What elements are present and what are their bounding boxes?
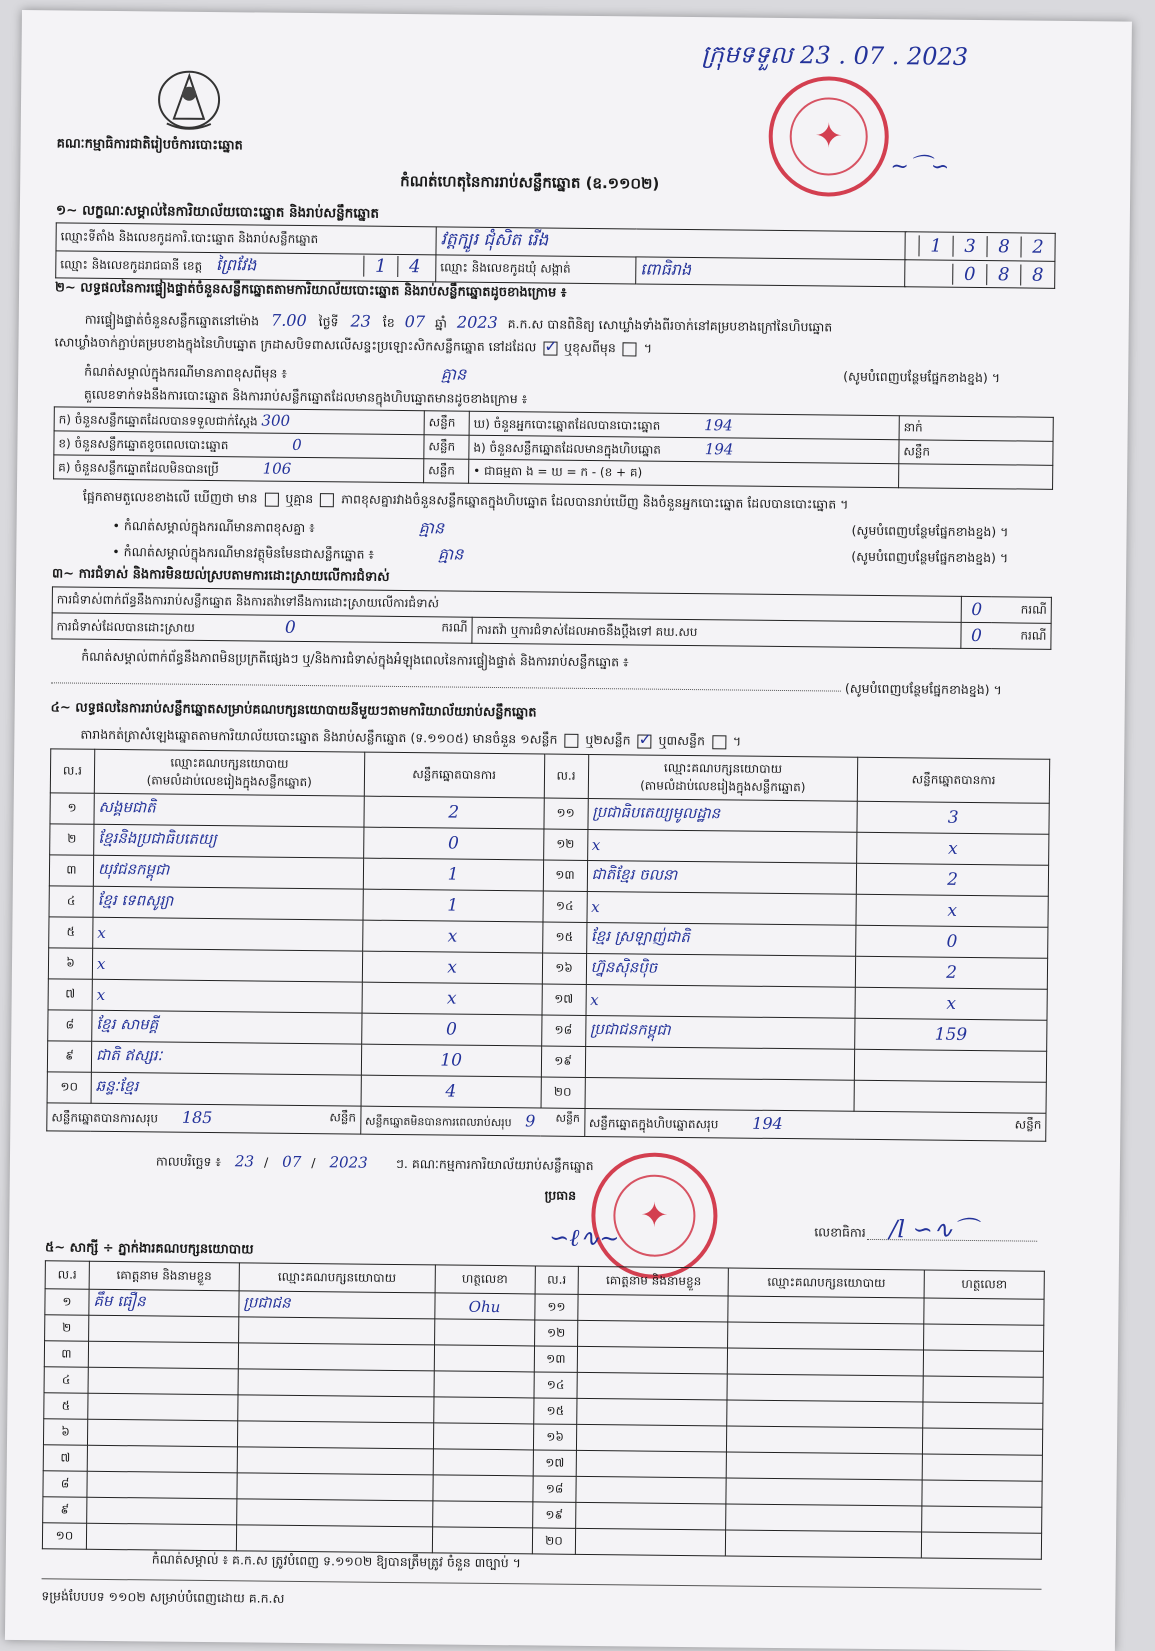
footer-form-note: ទម្រង់បែបបទ ១១០២ សម្រាប់បំពេញដោយ គ.ក.ស [41, 1588, 285, 1606]
witness-party [236, 1499, 432, 1527]
diff-note-line: • កំណត់សម្គាល់ក្នុងករណីមានភាពខុសគ្នា ៖ គ្មាន [112, 517, 445, 538]
total-invalid: 9 [525, 1111, 536, 1131]
witness-signature [433, 1449, 533, 1476]
witness-name [89, 1315, 239, 1343]
party-number: ១៦ [542, 953, 586, 984]
party-name: យុវជនកម្ពុជា [93, 855, 363, 889]
party-name: ឆន្ទៈខ្មែរ [91, 1072, 361, 1106]
witness-signature [434, 1319, 534, 1346]
witness-name [577, 1398, 727, 1426]
witness-number: ១ [45, 1289, 89, 1315]
formula: • ជាធម្មតា ង = ឃ = ក - (ខ + គ) [469, 459, 899, 488]
witness-number: ១៣ [534, 1346, 578, 1372]
party-name: ប្រជាជនកម្ពុជា [585, 1015, 855, 1049]
complaints-table: ការជំទាស់ពាក់ព័ន្ធនឹងការរាប់សន្លឹកឆ្នោត និងការតវ៉ាទៅនឹងការដោះស្រាយលើការជំទាស់ 0 ករណី ការជំទាស់ដែលបានដោះស្រាយ 0 ករណី ការតវ៉ា ឬការជំទាស់ដែលអាចនឹងប្តឹងទៅ គឃ.សប 0 ករណី [51, 586, 1052, 649]
results-table: ល.រ ឈ្មោះគណបក្សនយោបាយ (តាមលំដាប់លេខរៀងក្នុងសន្លឹកឆ្នោត) សន្លឹកឆ្នោតបានការ ល.រ ឈ្មោះគណបក្សនយោបាយ (តាមលំដាប់លេខរៀងក្នុងសន្លឹកឆ្នោត) សន្លឹកឆ្នោតបានការ ១ សង្គមជាតិ 2 ១១ ប្រជាធិបតេយ្យមូលដ្ឋាន 3 ២ ខ្មែរនិងប្រជាធិបតេយ្យ 0 ១២ x x ៣ យុវជនកម្ពុជា 1 ១៣ ជាតិខ្មែរ ចលនា 2 ៤ ខ្មែរ ទេពសូរ្យា 1 ១៤ x x ៥ x x ១៥ ខ្មែរ ស្រឡាញ់ជាតិ 0 ៦ x x ១៦ ហ្វ៊ុនស៊ិនប៉ិច 2 ៧ x x ១៧ x x ៨ ខ្មែរ សាមគ្គី 0 ១៨ ប្រជាជនកម្ពុជា 159 ៩ ជាតិ ឥស្សរៈ 10 ១៩ ១០ ឆន្ទៈខ្មែរ 4 ២០ សន្លឹកឆ្នោតបានការសរុប 185 សន្លឹក សន្លឹកឆ្នោតមិនបានការពេលរាប់សរុប 9 សន្លឹក សន្លឹកឆ្នោតក្នុងហិបឆ្នោតសរុប 194 សន្លឹក [46, 748, 1050, 1141]
verify-time: 7.00 [270, 310, 307, 330]
witness-signature [923, 1428, 1043, 1455]
witness-party [726, 1530, 922, 1558]
party-name: ខ្មែរ ទេពសូរ្យា [93, 886, 363, 920]
witness-name [577, 1450, 727, 1478]
witness-party [728, 1348, 924, 1376]
witness-signature [433, 1397, 533, 1424]
has-difference-checkbox[interactable] [264, 492, 278, 506]
witness-signature [922, 1454, 1042, 1481]
party-name: ហ្វ៊ុនស៊ិនប៉ិច [586, 953, 856, 987]
witness-name [576, 1476, 726, 1504]
party-votes: 0 [361, 1013, 541, 1046]
party-number: ១៨ [541, 1015, 585, 1046]
party-name: ខ្មែរ ស្រឡាញ់ជាតិ [586, 922, 856, 956]
party-number: ១៧ [542, 984, 586, 1015]
party-number: ២ [50, 824, 94, 855]
province-cell: ឈ្មោះ និងលេខកូដរាជធានី ខេត្ត ព្រៃវែង 1 4 [56, 251, 436, 282]
party-name: ខ្មែរ សាមគ្គី [92, 1010, 362, 1044]
station-label: ឈ្មោះទីតាំង និងលេខកូដការិ.បោះឆ្នោត និងរាប់សន្លឹកឆ្នោត [56, 223, 436, 255]
party-name: ប្រជាធិបតេយ្យមូលដ្ឋាន [587, 798, 857, 832]
witness-signature [433, 1475, 533, 1502]
witness-number: ១៩ [532, 1502, 576, 1528]
form-paper [5, 10, 1132, 1651]
station-value: វត្តក្បូរ ជុំសិត រើង [436, 227, 905, 260]
witness-number: ៥ [44, 1393, 88, 1419]
party-votes: 2 [856, 956, 1048, 989]
witness-party [727, 1400, 923, 1428]
witness-name [577, 1424, 727, 1452]
irregularities-note-line [51, 682, 841, 691]
witness-party [728, 1296, 924, 1324]
witness-party [727, 1452, 923, 1480]
change-note-hint: (សូមបំពេញបន្ថែមផ្នែកខាងខ្នង) ។ [843, 368, 1001, 386]
witness-signature: Ohu [434, 1293, 534, 1320]
compare-line: ផ្អែកតាមតួលេខខាងលើ ឃើញថា មាន ឬគ្មាន ភាពខុសគ្នារវាងចំនួនសន្លឹកឆ្នោតក្នុងហិបឆ្នោត ដែលបានរាប់ឃើញ និងចំនួនអ្នកបោះឆ្នោត ដែលបានបោះឆ្នោត ។ [82, 488, 849, 512]
witness-table: ល.រ គោត្តនាម និងនាមខ្លួន ឈ្មោះគណបក្សនយោបាយ ហត្ថលេខា ល.រ គោត្តនាម និងនាមខ្លួន ឈ្មោះគណបក្សនយោបាយ ហត្ថលេខា ១ គឹម ធឿន ប្រជាជន Ohu ១១ ២ ១២ ៣ ១៣ ៤ ១៤ ៥ ១៥ ៦ ១៦ ៧ ១៧ ៨ ១៨ ៩ ១៩ ១០ ២០ [42, 1260, 1045, 1559]
secretary-label: លេខាធិការ [814, 1224, 866, 1240]
red-stamp [768, 76, 889, 197]
witness-name [88, 1393, 238, 1421]
two-sheets-checkbox[interactable] [638, 734, 652, 748]
resolved-count: 0 [284, 617, 296, 638]
object-note-value: គ្មាន [437, 544, 464, 564]
party-name: x [92, 979, 362, 1013]
figures-table: ក) ចំនួនសន្លឹកឆ្នោតដែលបានទទួលជាក់ស្តែង 300 សន្លឹក ឃ) ចំនួនអ្នកបោះឆ្នោតដែលបានបោះឆ្នោត 194 នាក់ ខ) ចំនួនសន្លឹកឆ្នោតខូចពេលបោះឆ្នោត 0 សន្លឹក ង) ចំនួនសន្លឹកឆ្នោតដែលមានក្នុងហិបឆ្នោត 194 សន្លឹក គ) ចំនួនសន្លឹកឆ្នោតដែលមិនបានប្រើ 106 សន្លឹក • ជាធម្មតា ង = ឃ = ក - (ខ + គ) [53, 406, 1054, 489]
different-checkbox[interactable] [623, 342, 637, 356]
party-votes: 10 [361, 1044, 541, 1077]
witness-name [87, 1419, 237, 1447]
chair-signature: ∽ℓ∿~ [549, 1223, 620, 1253]
witness-signature [923, 1376, 1043, 1403]
verification-line-1: ការផ្ទៀងផ្ទាត់ចំនួនសន្លឹកឆ្នោតនៅម៉ោង 7.00 ថ្ងៃទី 23 ខែ 07 ឆ្នាំ 2023 គ.ក.ស បានពិនិត្យ សោឃ្លាំងទាំងពីរចាក់នៅគម្របខាងក្រៅនៃហិបឆ្នោត [84, 310, 833, 335]
section4-title: ៤~ លទ្ធផលនៃការរាប់សន្លឹកឆ្នោតសម្រាប់គណបក្សនយោបាយនីមួយៗតាមការិយាល័យរាប់សន្លឹកឆ្នោត [50, 700, 537, 721]
party-votes: 1 [363, 889, 543, 922]
chair-label: ប្រធាន [544, 1187, 577, 1203]
party-name: x [93, 917, 363, 951]
province-code: 1 4 [363, 256, 431, 278]
witness-name [87, 1445, 237, 1473]
complaints-count: 0 [962, 596, 992, 622]
handwritten-received-date: ក្រុមទទួល 23 . 07 . 2023 [701, 40, 969, 71]
verify-day: 23 [350, 311, 371, 331]
party-number: ៥ [49, 917, 93, 948]
witness-number: ១០ [42, 1523, 86, 1549]
witness-number: ៤ [44, 1367, 88, 1393]
party-number: ៣ [49, 855, 93, 886]
witness-name [578, 1346, 728, 1374]
appeal-count: 0 [961, 622, 991, 648]
tally-sheets-line: តារាងកត់ត្រាសំឡេងឆ្នោតតាមការិយាល័យបោះឆ្នោត និងរាប់សន្លឹកឆ្នោត (ទ.១១០៥) មានចំនួន ១សន្លឹក ឬ២សន្លឹក ✓ ឬ៣សន្លឹក ។ [80, 727, 741, 750]
witness-party: ប្រជាជន [239, 1291, 435, 1319]
three-sheets-checkbox[interactable] [712, 735, 726, 749]
total-in-box: 194 [752, 1113, 783, 1134]
verify-year: 2023 [456, 312, 498, 332]
party-votes: 3 [857, 801, 1049, 834]
witness-number: ១៧ [533, 1450, 577, 1476]
change-note-value: គ្មាន [440, 364, 467, 384]
party-votes: 159 [855, 1018, 1047, 1051]
witness-name [88, 1367, 238, 1395]
witness-number: ៦ [43, 1419, 87, 1445]
witness-signature [924, 1298, 1044, 1325]
party-votes: 0 [363, 827, 543, 860]
party-votes: x [856, 894, 1048, 927]
witness-signature [924, 1324, 1044, 1351]
party-name [585, 1046, 855, 1080]
received-ballots: 300 [261, 411, 291, 430]
party-name: សង្គមជាតិ [94, 793, 364, 827]
witness-signature [923, 1350, 1043, 1377]
party-votes: x [857, 832, 1049, 865]
committee-stamp-emblem-icon: ✦ [613, 1174, 696, 1257]
witness-number: ១៥ [533, 1398, 577, 1424]
figures-intro: តួលេខទាក់ទងនឹងការបោះឆ្នោត និងការរាប់សន្លឹកឆ្នោតដែលមានក្នុងហិបឆ្នោតមានដូចខាងក្រោម ៖ [83, 386, 528, 407]
party-number: ១៣ [543, 860, 587, 891]
witness-number: ៨ [43, 1471, 87, 1497]
count-date-year: 2023 [329, 1153, 368, 1172]
party-number: ១០ [47, 1072, 91, 1103]
diff-note-value: គ្មាន [418, 518, 445, 538]
party-name [585, 1077, 855, 1111]
one-sheet-checkbox[interactable] [564, 733, 578, 747]
party-name: x [586, 984, 856, 1018]
witness-name [88, 1341, 238, 1369]
witness-name [576, 1502, 726, 1530]
section5-title: ៥~ សាក្សី ÷ ភ្នាក់ងារគណបក្សនយោបាយ [44, 1240, 254, 1258]
no-difference-checkbox[interactable] [320, 493, 334, 507]
witness-signature [921, 1532, 1041, 1559]
diff-note-hint: (សូមបំពេញបន្ថែមផ្នែកខាងខ្នង) ។ [851, 522, 1009, 540]
witness-signature [923, 1402, 1043, 1429]
party-number: ២០ [541, 1077, 585, 1108]
secretary-signature: /l ∽∿⌒ [889, 1215, 978, 1245]
party-number: ៨ [48, 1010, 92, 1041]
irregularities-note: កំណត់សម្គាល់ពាក់ព័ន្ធនឹងភាពមិនប្រក្រតីផ្សេងៗ ឬ/និងការជំទាស់ក្នុងអំឡុងពេលនៃការផ្ទៀងផ្ទាត់ និងការរាប់សន្លឹកឆ្នោត ៖ [81, 648, 629, 670]
witness-number: ២ [45, 1315, 89, 1341]
party-number: ៤ [49, 886, 93, 917]
change-note-line: កំណត់សម្គាល់ក្នុងករណីមានភាពខុសពីមុន ៖ គ្មាន [84, 363, 467, 384]
count-date-month: 07 [282, 1152, 302, 1171]
witness-party [238, 1395, 434, 1423]
count-date-day: 23 [234, 1152, 255, 1171]
party-votes: x [362, 951, 542, 984]
party-number: ១១ [544, 798, 588, 829]
witness-name [576, 1528, 726, 1556]
witness-number: ១៤ [534, 1372, 578, 1398]
party-number: ១៥ [542, 922, 586, 953]
ballots-in-box: 194 [704, 439, 734, 458]
party-votes [855, 1049, 1047, 1082]
witness-name [578, 1320, 728, 1348]
unused-ballots: 106 [262, 459, 292, 478]
witness-name [87, 1471, 237, 1499]
party-votes: 0 [856, 925, 1048, 958]
voters-voted: 194 [704, 415, 733, 434]
witness-party [726, 1478, 922, 1506]
witness-party [238, 1369, 434, 1397]
party-number: ១ [50, 793, 94, 824]
party-number: ៦ [48, 948, 92, 979]
party-number: ៧ [48, 979, 92, 1010]
section1-table [55, 222, 1056, 288]
witness-party [237, 1447, 433, 1475]
witness-name [86, 1523, 236, 1551]
party-votes: 2 [857, 863, 1049, 896]
section1-title: ១~ លក្ខណៈសម្គាល់នៃការិយាល័យបោះឆ្នោត និងរាប់សន្លឹកឆ្នោត [55, 202, 380, 222]
verification-line-2: សោឃ្លាំងចាក់ភ្ជាប់គម្របខាងក្នុងនៃហិបឆ្នោត ក្រដាសបិទពាសលើសន្ទះប្រឡោះសិកសន្លឹកឆ្នោត នៅដដែល ✓ ឬខុសពីមុន ។ [54, 334, 652, 356]
section2-title: ២~ លទ្ធផលនៃការផ្ទៀងផ្ទាត់ចំនួនសន្លឹកឆ្នោតតាមការិយាល័យបោះឆ្នោត និងរាប់សន្លឹកឆ្នោតដូចខាងក្រោម ៖ [55, 280, 567, 301]
section3-title: ៣~ ការជំទាស់ និងការមិនយល់ស្របតាមការដោះស្រាយលើការជំទាស់ [52, 566, 390, 585]
party-name: ជាតិ ឥស្សរៈ [91, 1041, 361, 1075]
witness-number: ១១ [534, 1294, 578, 1320]
count-date-line: កាលបរិច្ឆេទ ៖ 23 / 07 / 2023 ៗ. គណៈកម្មការការិយាល័យរាប់សន្លឹកឆ្នោត [155, 1152, 594, 1174]
party-number: ១២ [543, 829, 587, 860]
footer-note: កំណត់សម្គាល់ ៖ គ.ក.ស ត្រូវបំពេញ ទ.១១០២ ឱ្យបានត្រឹមត្រូវ ចំនួន ៣ច្បាប់ ។ [151, 1551, 522, 1571]
station-code: 1 3 8 2 [905, 232, 1055, 262]
witness-party [237, 1473, 433, 1501]
witness-party [727, 1426, 923, 1454]
form-title: កំណត់ហេតុនៃការរាប់សន្លឹកឆ្នោត (ឧ.១១០២) [400, 171, 660, 193]
witness-signature [434, 1345, 534, 1372]
party-name: ជាតិខ្មែរ ចលនា [587, 860, 857, 894]
witness-name [577, 1372, 727, 1400]
commune-label: ឈ្មោះ និងលេខកូដឃុំ សង្កាត់ [436, 255, 636, 284]
national-emblem-logo [149, 63, 230, 134]
verify-month: 07 [404, 312, 426, 332]
party-number: ១៩ [541, 1046, 585, 1077]
witness-name: គឹម ធឿន [89, 1289, 239, 1317]
party-number: ៩ [47, 1041, 91, 1072]
witness-number: ១២ [534, 1320, 578, 1346]
witness-number: ៩ [43, 1497, 87, 1523]
object-note-line: • កំណត់សម្គាល់ក្នុងករណីមានវត្ថុមិនមែនជាសន្លឹកឆ្នោត ៖ គ្មាន [112, 543, 464, 564]
party-name: x [587, 829, 857, 863]
witness-signature [433, 1423, 533, 1450]
stamp-emblem-icon: ✦ [789, 97, 868, 176]
witness-signature [432, 1527, 532, 1554]
witness-signature [434, 1371, 534, 1398]
witness-number: ១៨ [532, 1476, 576, 1502]
party-votes: x [362, 982, 542, 1015]
province-value: ព្រៃវែង [215, 255, 257, 275]
total-valid: 185 [181, 1107, 213, 1128]
witness-signature [922, 1506, 1042, 1533]
party-votes: x [362, 920, 542, 953]
commune-code: 0 8 8 [905, 260, 1055, 289]
party-votes: 1 [363, 858, 543, 891]
witness-name [87, 1497, 237, 1525]
party-number: ១៤ [543, 891, 587, 922]
party-votes: x [855, 987, 1047, 1020]
org-name: គណៈកម្មាធិការជាតិរៀបចំការបោះឆ្នោត [56, 136, 243, 154]
witness-number: ៣ [44, 1341, 88, 1367]
same-checkbox[interactable] [543, 341, 557, 355]
party-name: x [587, 891, 857, 925]
commune-value: ពោធិរាង [636, 257, 905, 287]
witness-party [727, 1374, 923, 1402]
witness-number: ១៦ [533, 1424, 577, 1450]
party-votes [854, 1080, 1046, 1113]
witness-signature [922, 1480, 1042, 1507]
witness-party [728, 1322, 924, 1350]
party-name: x [92, 948, 362, 982]
witness-signature [432, 1501, 532, 1528]
witness-party [238, 1317, 434, 1345]
footer-divider [42, 1578, 1042, 1589]
object-note-hint: (សូមបំពេញបន្ថែមផ្នែកខាងខ្នង) ។ [851, 548, 1009, 566]
party-votes: 2 [364, 796, 544, 829]
witness-number: ៧ [43, 1445, 87, 1471]
witness-name [578, 1294, 728, 1322]
witness-party [237, 1421, 433, 1449]
witness-party [238, 1343, 434, 1371]
irregularities-hint: (សូមបំពេញបន្ថែមផ្នែកខាងខ្នង) ។ [844, 680, 1002, 698]
party-name: ខ្មែរនិងប្រជាធិបតេយ្យ [94, 824, 364, 858]
committee-red-stamp [591, 1152, 718, 1279]
witness-party [726, 1504, 922, 1532]
witness-number: ២០ [532, 1528, 576, 1554]
party-votes: 4 [361, 1075, 541, 1108]
signature-top: ~⌒∽ [890, 154, 950, 180]
spoiled-ballots: 0 [292, 435, 302, 454]
witness-party [236, 1525, 432, 1553]
